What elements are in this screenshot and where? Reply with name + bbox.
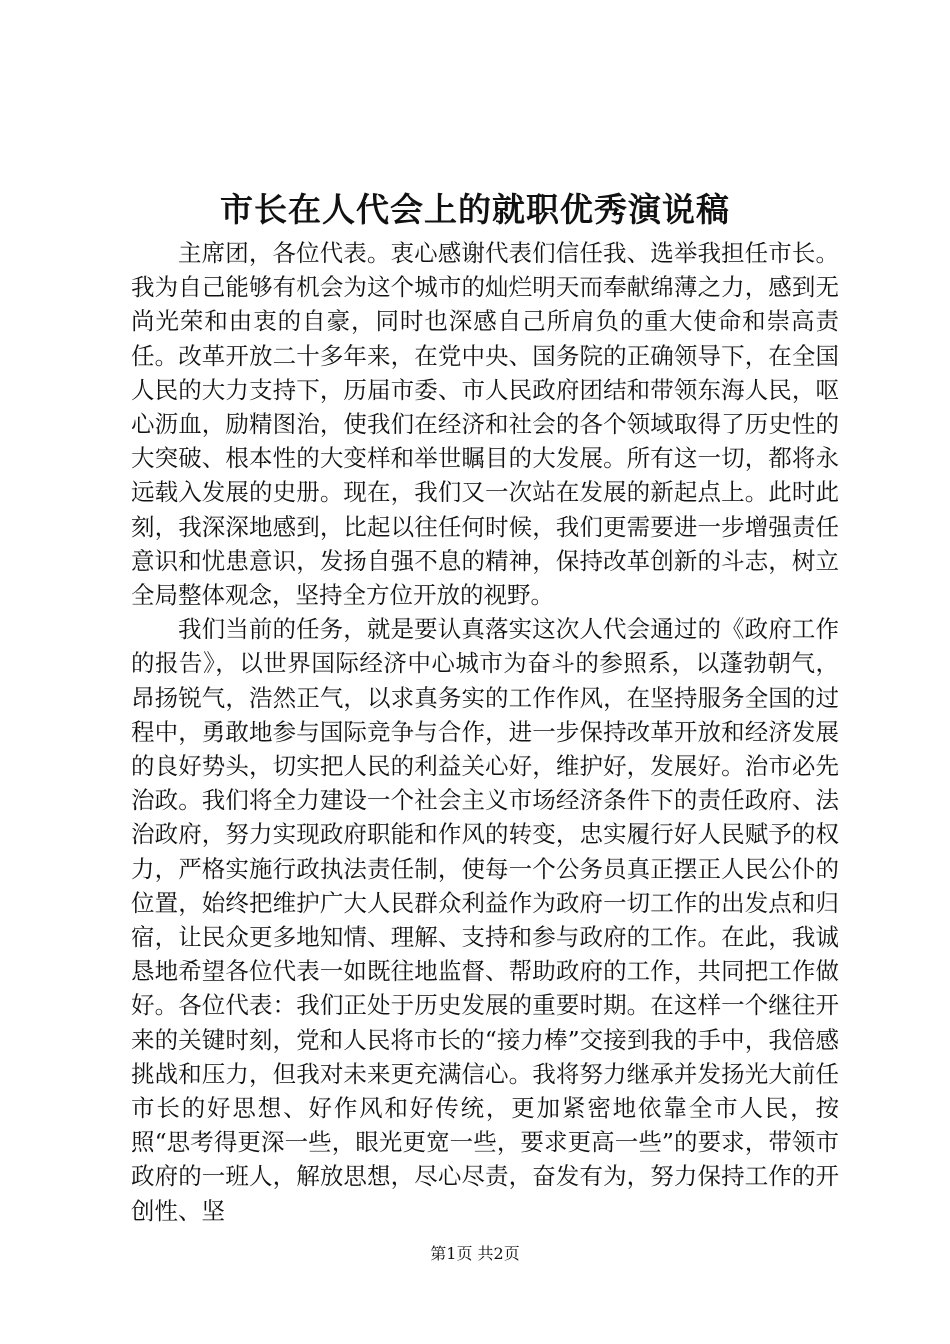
document-title: 市长在人代会上的就职优秀演说稿 xyxy=(220,190,730,229)
paragraph-2: 我们当前的任务，就是要认真落实这次人代会通过的《政府工作的报告》，以世界国际经济中心城市为奋斗的参照系，以蓬勃朝气，昂扬锐气，浩然正气，以求真务实的工作作风，在坚持服务全国的过程中，勇敢地参与国际竞争与合作，进一步保持改革开放和经济发展的良好势头，切实把人民的利益关心好，维护好，发展好。治市必先治政。我们将全力建设一个社会主义市场经济条件下的责任政府、法治政府，努力实现政府职能和作风的转变，忠实履行好人民赋予的权力，严格实施行政执法责任制，使每一个公务员真正摆正人民公仆的位置，始终把维护广大人民群众利益作为政府一切工作的出发点和归宿，让民众更多地知情、理解、支持和参与政府的工作。在此，我诚恳地希望各位代表一如既往地监督、帮助政府的工作，共同把工作做好。各位代表：我们正处于历史发展的重要时期。在这样一个继往开来的关键时刻，党和人民将市长的“接力棒”交接到我的手中，我倍感挑战和压力，但我对未来更充满信心。我将努力继承并发扬光大前任市长的好思想、好作风和好传统，更加紧密地依靠全市人民，按照“思考得更深一些，眼光更宽一些，要求更高一些”的要求，带领市政府的一班人，解放思想，尽心尽责，奋发有为，努力保持工作的开创性、坚 xyxy=(131,615,839,1225)
paragraph-1: 主席团，各位代表。衷心感谢代表们信任我、选举我担任市长。我为自己能够有机会为这个城市的灿烂明天而奉献绵薄之力，感到无尚光荣和由衷的自豪，同时也深感自己所肩负的重大使命和崇高责任。改革开放二十多年来，在党中央、国务院的正确领导下，在全国人民的大力支持下，历届市委、市人民政府团结和带领东海人民，呕心沥血，励精图治，使我们在经济和社会的各个领域取得了历史性的大突破、根本性的大变样和举世瞩目的大发展。所有这一切，都将永远载入发展的史册。现在，我们又一次站在发展的新起点上。此时此刻，我深深地感到，比起以往任何时候，我们更需要进一步增强责任意识和忧患意识，发扬自强不息的精神，保持改革创新的斗志，树立全局整体观念，坚持全方位开放的视野。 xyxy=(131,239,839,610)
page-indicator: 第1页 共2页 xyxy=(430,1244,520,1263)
document-body xyxy=(131,236,839,1228)
